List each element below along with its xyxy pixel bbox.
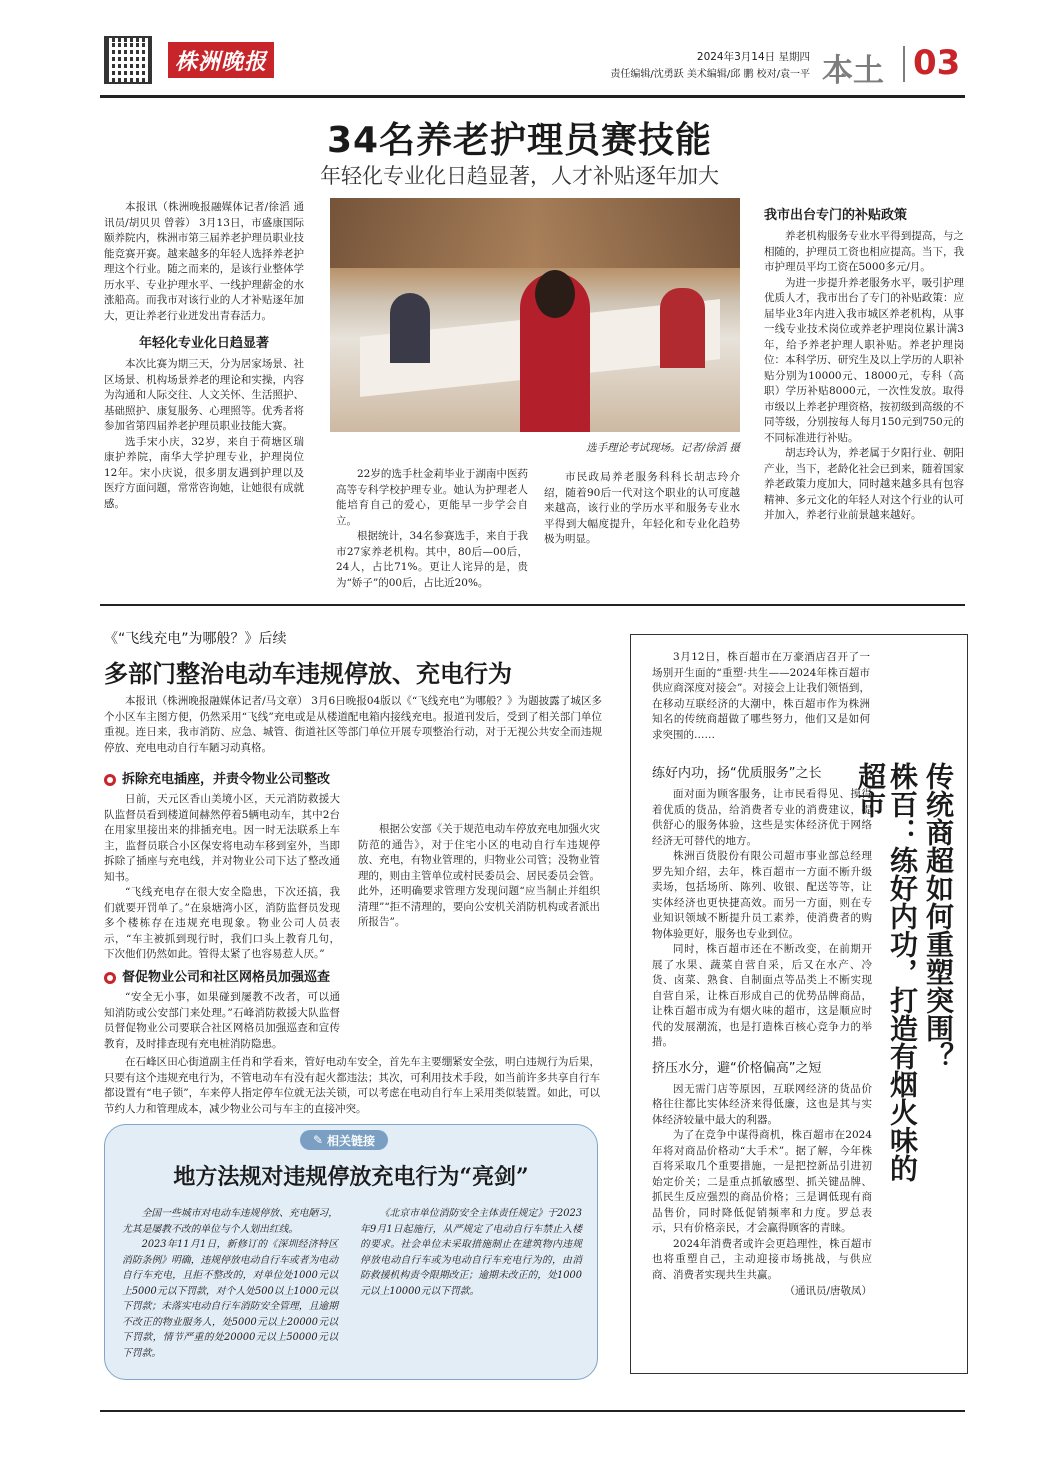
story4-subtitle-1: 练好内功，扬“优质服务”之长 — [652, 766, 822, 781]
story2-kicker: 《“飞线充电”为哪般？》后续 — [104, 631, 287, 647]
badge-label: 相关链接 — [327, 1133, 376, 1148]
story4-para: 因无需门店等原因，互联网经济的货品价格往往都比实体经济来得低廉，这也是其与实体经济较量中最大的利器。 — [652, 1082, 872, 1126]
story4-body — [652, 762, 872, 1298]
story2-s2-col2 — [104, 1055, 600, 1117]
section-name: 本土 — [822, 53, 884, 89]
story1-col4 — [764, 204, 964, 524]
story1-para: 22岁的选手杜金莉毕业于湖南中医药高等专科学校护理专业。她认为护理老人能培育自己的爱心，更能早一步学会自立。 — [336, 468, 528, 527]
story2-subtitle-text: 督促物业公司和社区网格员加强巡查 — [122, 970, 331, 985]
section-divider — [903, 46, 905, 82]
story1-para: 本次比赛为期三天，分为居家场景、社区场景、机构场景养老的理论和实操，内容为沟通和人际交往、人文关怀、生活照护、基础照护、康复服务、心理照等。优秀者将参加省第四届养老护理员职业技能大赛。 — [104, 358, 304, 432]
story4-intro-block — [652, 650, 870, 743]
story2-para: 日前，天元区香山美境小区，天元消防救援大队监督员看到楼道间赫然停着5辆电动车，其中2台在用家里接出来的排插充电。因一时无法联系上车主，监督员联合小区保安将电动车移到室外，当即拆除了插座与充电线，并对物业公司下达了整改通知书。 — [104, 793, 340, 883]
story4-headline — [854, 762, 955, 1202]
story1-para: 养老机构服务专业水平得到提高，与之相随的，护理员工资也相应提高。当下，我市护理员平均工资在5000多元/月。 — [764, 230, 964, 273]
bullet-circle-icon — [104, 972, 116, 984]
story1-col1 — [104, 200, 304, 512]
story4-byline: （通讯员/唐敬凤） — [784, 1285, 872, 1297]
editor-credits: 责任编辑/沈勇跃 美术编辑/邱 鹏 校对/袁一平 — [610, 69, 810, 80]
story1-subhead: 年轻化专业化日趋显著，人才补贴逐年加大 — [320, 164, 719, 188]
story4-headline-line2: 株百：练好内功，打造有烟火味的超市 — [854, 762, 919, 1182]
story2-intro-block — [104, 694, 602, 756]
story1-subtitle-2: 我市出台专门的补贴政策 — [764, 208, 908, 223]
story2-para: 根据公安部《关于规范电动车停放充电加强火灾防范的通告》，对于住宅小区的电动自行车违规停放、充电，有物业管理的，归物业公司管；没物业管理的，则由主管单位或村民委员会、居民委员会管。此外，还明确要求管理方发现问题“应当制止并组织清理”“拒不清理的，要向公安机关消防机构或者派出所报告”。 — [358, 823, 600, 928]
story2-s2-col1 — [104, 990, 340, 1052]
story2-para: 在石峰区田心街道副主任肖和学看来，管好电动车安全，首先车主要绷紧安全弦，明白违规行为后果，只要有这个违规充电行为，不管电动车有没有起火都违法；其次，可利用技术手段，如当前许多共享自行车都设置有“电子锁”，车来停人指定停车位就无法关锁，可以考虑在电动自行车上采用类似装置。如此，可以节约人力和管理成本，减少物业公司与车主的直接冲突。 — [104, 1056, 600, 1115]
story3-col1 — [122, 1206, 338, 1361]
story2-para: “安全无小事，如果碰到屡教不改者，可以通知消防或公安部门来处理。”石峰消防救援大队监督员督促物业公司要联合社区网格员加强巡查和宣传教育，及时排查现有充电桩消防隐患。 — [104, 991, 340, 1050]
story2-subtitle-1 — [104, 768, 330, 787]
story4-headline-line1: 传统商超如何重塑突围？ — [922, 762, 955, 1070]
page-bottom-rule — [100, 1410, 965, 1412]
story1-para: 胡志玲认为，养老属于夕阳行业、朝阳产业，当下，老龄化社会已到来，随着国家养老政策力度加大，同时越来越多具有包容精神、多元文化的年轻人对这个行业的认可并加入，养老行业前景越来越好。 — [764, 447, 964, 521]
story4-para: 同时，株百超市还在不断改变，在前期开展了水果、蔬菜自营自采，后又在水产、冷货、卤菜、熟食、自制面点等品类上不断实现自营自采，让株百形成自己的优势品牌商品，让株百超市成为有烟火味的超市，这是顺应时代的发展潮流，也是打造株百核心竞争力的举措。 — [652, 943, 872, 1048]
story4-para: 为了在竞争中谋得商机，株百超市在2024年将对商品价格动“大手术”。据了解，今年株百将采取几个重要措施，一是把控新品引进初始定价关；二是重点抓敏感型、抓关键品牌、抓民生反应强烈的商品价格；三是调低现有商品售价，同时降低促销频率和力度。罗总表示，只有价格亲民，才会赢得顾客的青睐。 — [652, 1129, 872, 1234]
story1-para: 根据统计，34名参赛选手，来自于我市27家养老机构。其中，80后—00后，24人，占比71%。更让人诧异的是，贵为“娇子”的00后，占比近20%。 — [336, 530, 528, 589]
story4-para: 株洲百货股份有限公司超市事业部总经理罗先知介绍，去年，株百超市一方面不断升级卖场，包括场所、陈列、收银、配送等等，让实体经济也更快捷高效。而另一方面，则在专业知识领域不断提升员工素养，使消费者的购物体验更好，服务也专业到位。 — [652, 850, 872, 940]
story3-para: 《北京市单位消防安全主体责任规定》于2023年9月1日起施行，从严规定了电动自行车禁止入楼的要求。社会单位未采取措施制止在建筑物内违规停放电动自行车或为电动自行车充电行为的，由消防救援机构责令限期改正；逾期未改正的，处1000元以上10000元以下罚款。 — [360, 1208, 582, 1297]
story1-photo — [330, 198, 740, 432]
qr-code-overlay — [110, 42, 146, 78]
story2-subtitle-2 — [104, 966, 330, 985]
story4-subtitle-2: 挤压水分，避“价格偏高”之短 — [652, 1060, 822, 1076]
story1-subtitle-1: 年轻化专业化日趋显著 — [138, 336, 269, 351]
link-icon: ✎ — [312, 1133, 324, 1147]
related-link-badge — [300, 1130, 388, 1150]
story1-col2 — [336, 467, 528, 591]
story1-para: 选手宋小庆，32岁，来自于荷塘区瑞康护养院，南华大学护理专业，护理岗位12年。宋小庆说，很多朋友遇到护理以及医疗方面问题，常常咨询她，让她很有成就感。 — [104, 435, 304, 510]
story4-para: 面对面为顾客服务，让市民看得见、摸得着优质的货品，给消费者专业的消费建议，提供舒心的服务体验，这些是实体经济优于网络经济无可替代的地方。 — [652, 788, 872, 847]
story2-para: “飞线充电存在很大安全隐患，下次还搞，我们就要开罚单了。”在泉塘湾小区，消防监督员发现多个楼栋存在违规充电现象。物业公司人员表示，“车主被抓到现行时，我们口头上教育几句，下次他们仍然如此。管得太紧了也容易惹人厌。” — [104, 886, 340, 960]
story2-s1-col1 — [104, 792, 340, 963]
story1-col3 — [544, 470, 740, 548]
masthead-rule — [100, 95, 965, 98]
newspaper-logo — [168, 42, 274, 78]
story1-intro: 本报讯（株洲晚报融媒体记者/徐滔 通讯员/胡贝贝 曾蓉） 3月13日，市盛康国际颐养院内，株洲市第三届养老护理员职业技能竞赛开赛。越来越多的年轻人选择养老护理这个行业。随之而来的，是该行业整体学历水平、专业护理水平、一线护理薪金的水涨船高。而我市对该行业的人才补贴逐年加大，更让养老行业迸发出青春活力。 — [104, 201, 304, 322]
story2-subtitle-text: 拆除充电插座，并责令物业公司整改 — [122, 772, 331, 787]
story2-headline: 多部门整治电动车违规停放、充电行为 — [104, 659, 512, 688]
story1-headline: 34名养老护理员赛技能 — [326, 120, 713, 161]
story3-para: 全国一些城市对电动车违规停放、充电陋习，尤其是屡教不改的单位与个人划出红线。 — [122, 1208, 338, 1235]
story2-intro: 本报讯（株洲晚报融媒体记者/马文章） 3月6日晚报04版以《“飞线充电”为哪般？》为题披露了城区多个小区车主图方便，仍然采用“飞线”充电或是从楼道配电箱内接线充电。报道刊发后，受到了相关部门单位重视。连日来，我市消防、应急、城管、街道社区等部门单位开展专项整治行动，对于无视公共安全而违规停放、充电电动自行车陋习动真格。 — [104, 695, 602, 754]
story1-bottom-rule — [100, 604, 965, 606]
photo-caption: 选手理论考试现场。记者/徐滔 摄 — [586, 442, 740, 454]
story1-para: 为进一步提升养老服务水平，吸引护理优质人才，我市出台了专门的补贴政策：应届毕业3年内进入我市城区养老机构，从事一线专业技术岗位或养老护理岗位累计满3年，给予养老护理人职补贴。养老护理岗位：本科学历、研究生及以上学历的人职补贴分别为10000元、18000元，专科（高职）学历补贴8000元，一次性发放。取得市级以上养老护理资格，按初级到高级的不同等级，分别按每人每月150元到750元的不同标准进行补贴。 — [764, 276, 964, 444]
story4-para: 2024年消费者或许会更趋理性，株百超市也将重塑自己，主动迎接市场挑战，与供应商、消费者实现共生共赢。 — [652, 1237, 872, 1281]
story2-s1-col2 — [358, 822, 600, 931]
logo-text: 株洲晚报 — [174, 48, 267, 75]
issue-date: 2024年3月14日 星期四 — [696, 51, 810, 63]
story1-para: 市民政局养老服务科科长胡志玲介绍，随着90后一代对这个职业的认可度越来越高，该行业的学历水平和服务专业水平得到大幅度提升，年轻化和专业化趋势极为明显。 — [544, 471, 740, 545]
story4-intro: 3月12日，株百超市在万豪酒店召开了一场别开生面的“重塑·共生——2024年株百超市供应商深度对接会”。对接会上让我们领悟到，在移动互联经济的大潮中，株百超市作为株洲知名的传统商超做了哪些努力，他们又是如何求突围的…… — [652, 651, 870, 741]
story3-headline: 地方法规对违规停放充电行为“亮剑” — [173, 1164, 529, 1190]
bullet-circle-icon — [104, 774, 116, 786]
story3-col2 — [360, 1206, 582, 1299]
story3-para: 2023年11月1日，新修订的《深圳经济特区消防条例》明确，违规停放电动自行车或者为电动自行车充电，且拒不整改的，对单位处1000元以上5000元以下罚款，对个人处500以上1000元以下罚款；未落实电动自行车消防安全管理，且逾期不改正的物业服务人，处5000元以上20000元以下罚款，情节严重的处20000元以上50000元以下罚款。 — [122, 1239, 338, 1359]
page-number: 03 — [913, 43, 961, 83]
